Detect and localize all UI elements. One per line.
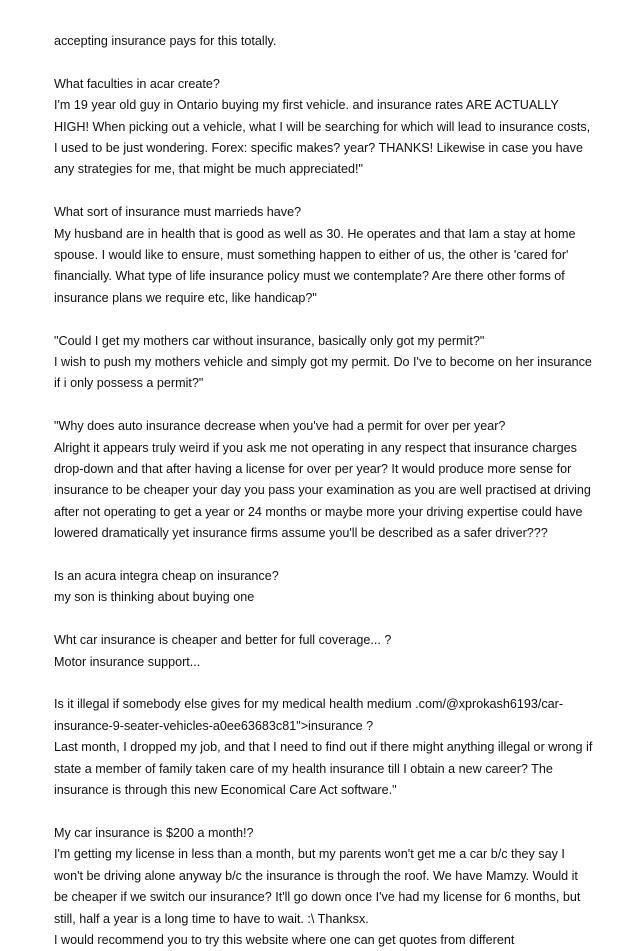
text-block bbox=[54, 331, 594, 395]
text-block bbox=[54, 630, 594, 673]
text-block bbox=[54, 823, 594, 951]
question-body: I'm getting my license in less than a month, but my parents won't get me a car b/c they say I won't be driving alone anyway b/c the insurance is through the roof. We have Mamzy. Would it be cheaper if we switch our insurance? It'll go down once I've had my license for 6 months, but still, half a year is a long time to have to wait. :\ Thanksx. bbox=[54, 847, 581, 926]
question-heading: "Why does auto insurance decrease when you've had a permit for over per year? bbox=[54, 419, 506, 434]
text-block bbox=[54, 31, 594, 52]
question-body: I wish to push my mothers vehicle and simply got my permit. Do I've to become on her insurance if i only possess a permit?" bbox=[54, 355, 592, 391]
text-block bbox=[54, 566, 594, 609]
question-heading: Is an acura integra cheap on insurance? bbox=[54, 569, 279, 584]
question-heading: What faculties in acar create? bbox=[54, 76, 220, 91]
text-line: accepting insurance pays for this totally. bbox=[54, 34, 277, 48]
recommendation-line: I would recommend you to try this website where one can get quotes from different bbox=[54, 932, 515, 947]
text-block bbox=[54, 74, 594, 181]
question-body: my son is thinking about buying one bbox=[54, 590, 255, 605]
question-body: I'm 19 year old guy in Ontario buying my first vehicle. and insurance rates ARE ACTUALLY HIGH! When picking out a vehicle, what I will be searching for which will lead to insurance costs, I used to be just wondering. Forex: specific makes? year? THANKS! Likewise in case you have any strategies for me, that might be much appreciated!" bbox=[54, 98, 591, 177]
question-body: My husband are in health that is good as well as 30. He operates and that Iam a stay at home spouse. I would like to ensure, must something happen to either of us, the other is 'cared for' financially. What type of life insurance policy must we contemplate? Are there other forms of insurance plans we require etc, like handicap?" bbox=[54, 226, 576, 305]
question-heading: My car insurance is $200 a month!? bbox=[54, 825, 254, 840]
question-heading: "Could I get my mothers car without insurance, basically only got my permit?" bbox=[54, 333, 485, 348]
question-heading: Is it illegal if somebody else gives for my medical health medium .com/@xprokash6193/car-insurance-9-seater-vehicles-a0ee63683c81">insurance ? bbox=[54, 697, 564, 733]
text-block bbox=[54, 416, 594, 544]
question-body: Last month, I dropped my job, and that I need to find out if there might anything illegal or wrong if state a member of family taken care of my health insurance till I obtain a new career? The insurance is through this new Economical Care Act software." bbox=[54, 740, 593, 798]
question-body: Alright it appears truly weird if you ask me not operating in any respect that insurance charges drop-down and that after having a license for over per year? It would produce more sense for insurance to be cheaper your day you pass your examination as you are well practised at driving after not operating to get a year or 24 months or maybe more your driving expertise could have lowered dramatically yet insurance firms assume you'll be described as a safer driver??? bbox=[54, 440, 591, 541]
text-block bbox=[54, 694, 594, 801]
question-heading: Wht car insurance is cheaper and better for full coverage... ? bbox=[54, 633, 392, 648]
question-body: Motor insurance support... bbox=[54, 654, 201, 669]
text-block bbox=[54, 202, 594, 309]
document-page bbox=[54, 31, 594, 951]
question-heading: What sort of insurance must marrieds have? bbox=[54, 205, 302, 220]
